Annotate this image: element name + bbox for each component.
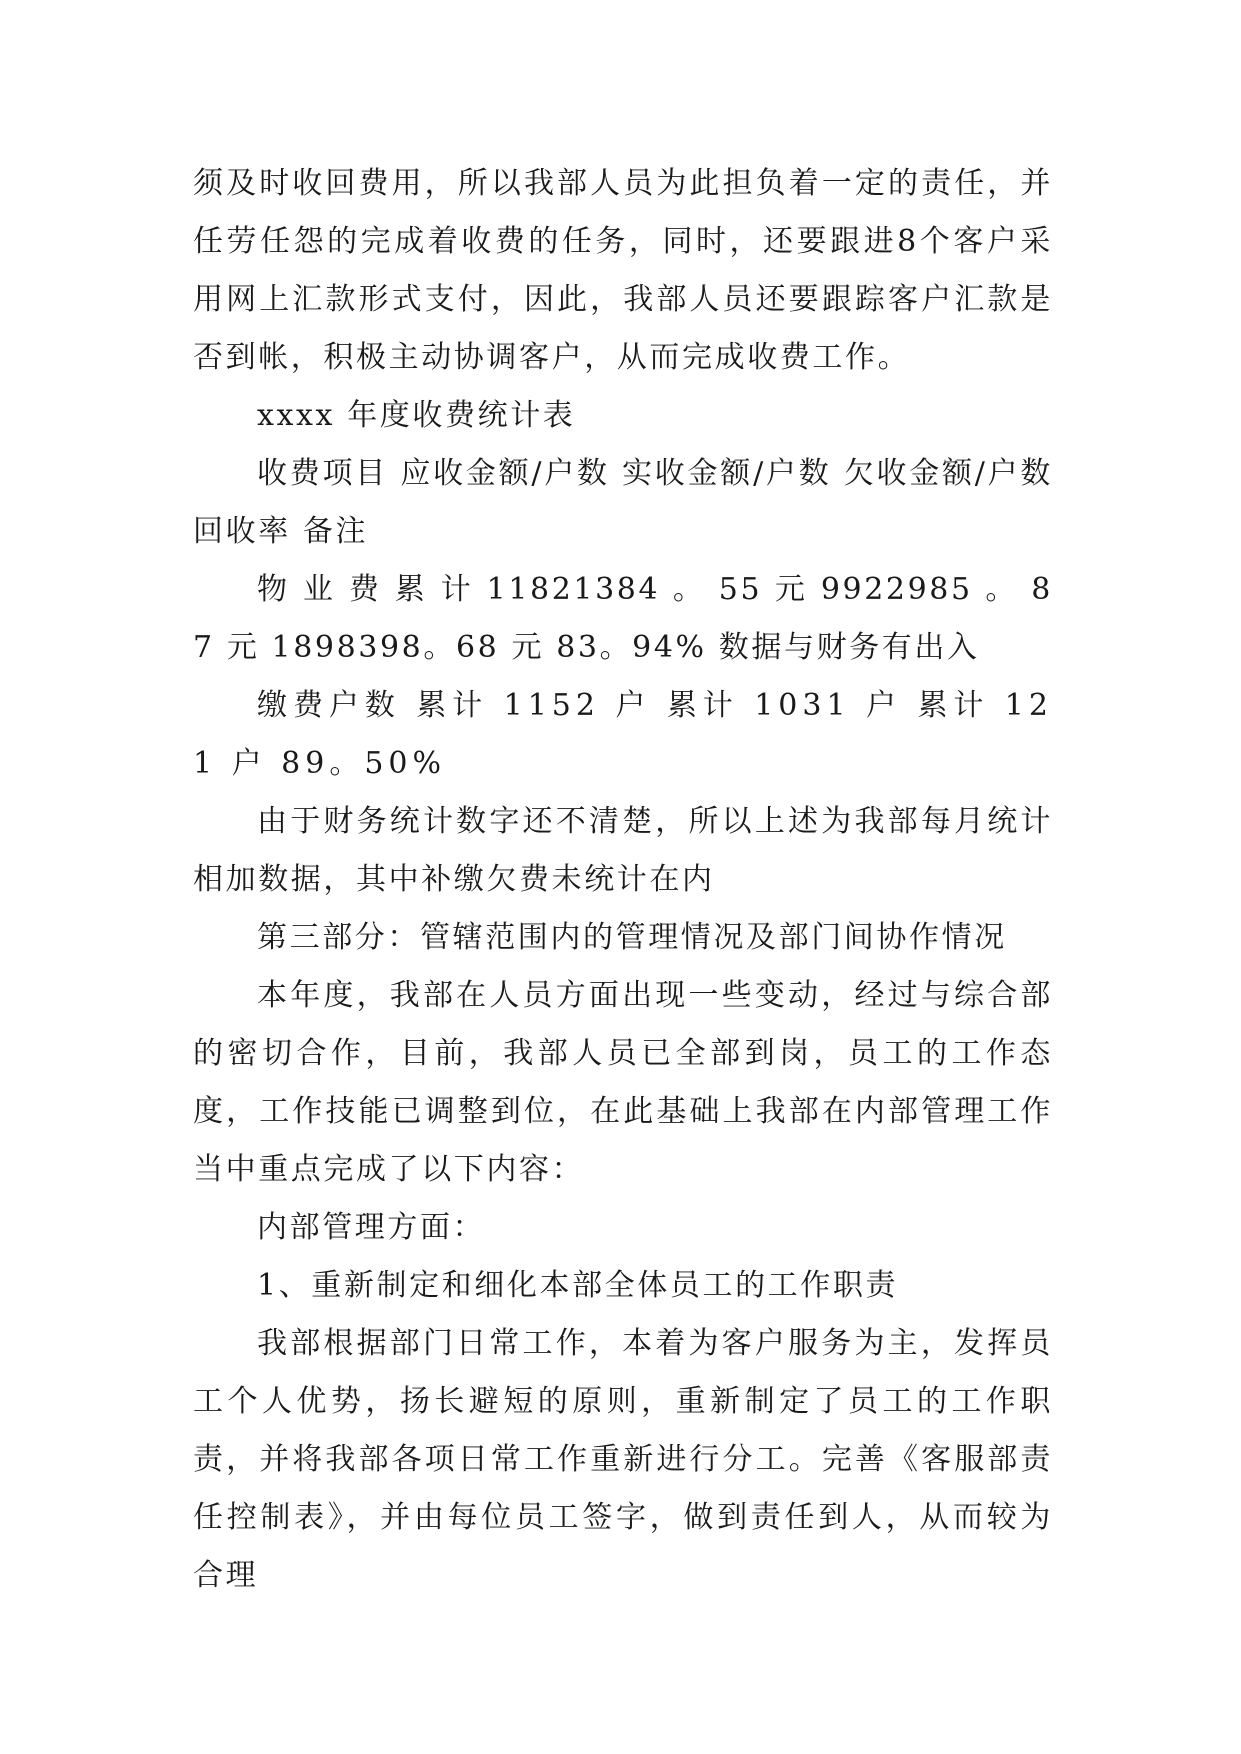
subheading-internal-management: 内部管理方面：	[257, 1210, 486, 1245]
paragraph-fee-collection: 须及时收回费用，所以我部人员为此担负着一定的责任，并任劳任怨的完成着收费的任务，同时，还要跟进8个客户采用网上汇款形式支付，因此，我部人员还要跟踪客户汇款是否到帐，积极主动协调客户，从而完成收费工作。	[193, 166, 1053, 375]
table-row-property-fee: 物 业 费 累 计 11821384 。 55 元 9922985 。 87 元 1898398。68 元 83。94% 数据与财务有出入	[193, 572, 1053, 665]
section-heading-part-three: 第三部分：管辖范围内的管理情况及部门间协作情况	[257, 920, 1007, 955]
list-item-1: 1、重新制定和细化本部全体员工的工作职责	[257, 1268, 899, 1303]
table-title: xxxx 年度收费统计表	[257, 398, 576, 433]
paragraph-staffing: 本年度，我部在人员方面出现一些变动，经过与综合部的密切合作，目前，我部人员已全部到岗，员工的工作态度，工作技能已调整到位，在此基础上我部在内部管理工作当中重点完成了以下内容：	[193, 978, 1053, 1187]
table-row-payment-households: 缴费户数 累计 1152 户 累计 1031 户 累计 121 户 89。50%	[193, 688, 1053, 781]
paragraph-responsibilities: 我部根据部门日常工作，本着为客户服务为主，发挥员工个人优势，扬长避短的原则，重新制定了员工的工作职责，并将我部各项日常工作重新进行分工。完善《客服部责任控制表》，并由每位员工签字，做到责任到人，从而较为合理	[193, 1326, 1053, 1593]
document-body	[193, 155, 1053, 1605]
table-header-row: 收费项目 应收金额/户数 实收金额/户数 欠收金额/户数 回收率 备注	[193, 456, 1053, 549]
paragraph-finance-note: 由于财务统计数字还不清楚，所以上述为我部每月统计相加数据，其中补缴欠费未统计在内	[193, 804, 1053, 897]
